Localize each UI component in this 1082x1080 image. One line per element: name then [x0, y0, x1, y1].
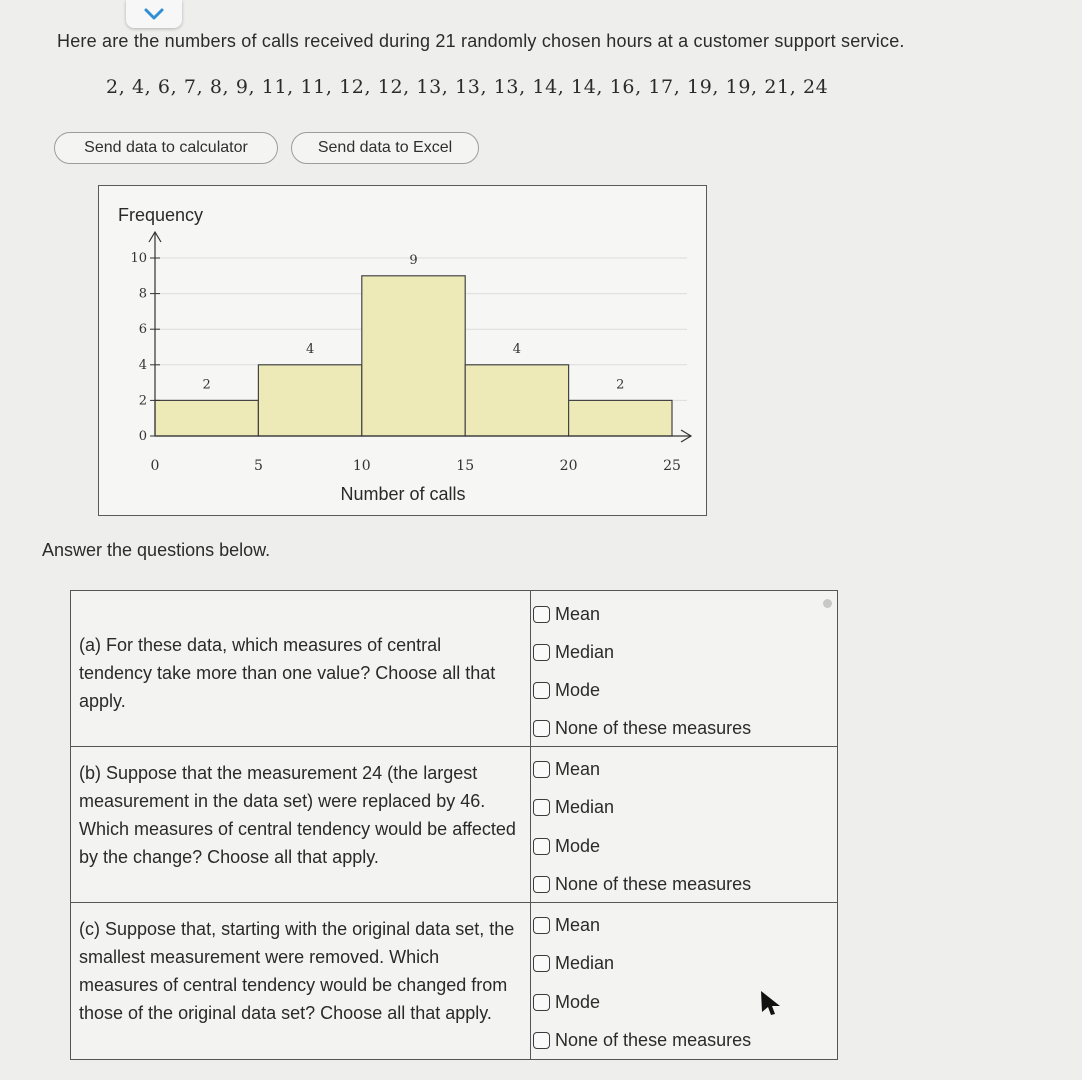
question-row-c	[71, 903, 837, 1059]
x-tick-label: 10	[352, 458, 371, 474]
question-b-options	[530, 747, 838, 902]
option-label: None of these measures	[555, 1029, 752, 1050]
bar-value-label: 4	[512, 341, 522, 357]
checkbox[interactable]	[533, 799, 550, 816]
checkbox[interactable]	[533, 838, 550, 855]
y-tick-label: 8	[138, 286, 147, 302]
x-tick-label: 15	[456, 458, 475, 474]
x-tick-label: 5	[253, 458, 263, 474]
option-a-none[interactable]	[531, 716, 751, 740]
instructions-text: Answer the questions below.	[42, 540, 271, 560]
checkbox[interactable]	[533, 644, 550, 661]
histogram-bar	[465, 365, 568, 436]
option-b-mode[interactable]	[531, 834, 600, 858]
y-tick-label: 10	[130, 251, 147, 266]
question-c-text: (c) Suppose that, starting with the original data set, the smallest measurement were removed. Which measures of central tendency would be changed from those of the original data set? Choose all that apply.	[79, 919, 515, 1023]
option-label: Mode	[555, 679, 601, 700]
option-label: Median	[555, 952, 615, 973]
option-c-mode[interactable]	[531, 990, 600, 1014]
question-row-a	[71, 591, 837, 747]
checkbox[interactable]	[533, 761, 550, 778]
checkbox[interactable]	[533, 994, 550, 1011]
mouse-cursor-icon	[760, 990, 786, 1016]
option-a-median[interactable]	[531, 640, 614, 664]
option-label: Mean	[555, 914, 601, 935]
chevron-down-icon	[143, 7, 165, 21]
histogram-bar	[362, 276, 465, 436]
x-tick-label: 25	[663, 458, 681, 474]
bar-value-label: 4	[305, 341, 315, 357]
histogram-bar	[569, 400, 672, 436]
option-label: Median	[555, 641, 615, 662]
x-tick-label: 20	[559, 458, 578, 474]
checkbox[interactable]	[533, 955, 550, 972]
histogram-bar	[258, 365, 361, 436]
option-b-none[interactable]	[531, 872, 751, 896]
collapse-toggle[interactable]	[126, 0, 182, 28]
question-b-text: (b) Suppose that the measurement 24 (the largest measurement in the data set) were replaced by 46. Which measures of central tendency would be affected by the change? Choose all that apply.	[79, 763, 516, 867]
option-c-none[interactable]	[531, 1028, 751, 1052]
option-label: Mode	[555, 835, 601, 856]
option-a-mean[interactable]	[531, 602, 600, 626]
send-to-excel-button[interactable]: Send data to Excel	[291, 132, 479, 164]
histogram-svg	[99, 186, 706, 515]
y-tick-label: 0	[138, 429, 147, 444]
checkbox[interactable]	[533, 876, 550, 893]
y-tick-label: 2	[138, 393, 147, 409]
question-intro: Here are the numbers of calls received during 21 randomly chosen hours at a customer support service.	[57, 31, 905, 51]
option-c-median[interactable]	[531, 951, 614, 975]
question-a-options	[530, 591, 838, 746]
x-axis-label: Number of calls	[340, 484, 466, 504]
option-b-median[interactable]	[531, 795, 614, 819]
checkbox[interactable]	[533, 1032, 550, 1049]
y-tick-label: 6	[138, 322, 147, 338]
question-table	[70, 590, 838, 1060]
x-tick-label: 0	[150, 458, 160, 474]
option-b-mean[interactable]	[531, 757, 600, 781]
checkbox[interactable]	[533, 720, 550, 737]
option-label: Mean	[555, 758, 601, 779]
bar-value-label: 2	[202, 377, 211, 393]
option-c-mean[interactable]	[531, 913, 600, 937]
histogram-bar	[155, 400, 258, 436]
scroll-indicator	[823, 599, 832, 608]
checkbox[interactable]	[533, 917, 550, 934]
question-a-text: (a) For these data, which measures of central tendency take more than one value? Choose all that apply.	[79, 635, 496, 711]
bar-value-label: 9	[409, 252, 418, 268]
question-row-b	[71, 747, 837, 903]
option-label: Mode	[555, 991, 601, 1012]
histogram-chart	[98, 185, 707, 516]
y-axis-label: Frequency	[118, 205, 204, 225]
option-label: None of these measures	[555, 873, 752, 894]
checkbox[interactable]	[533, 682, 550, 699]
option-label: Mean	[555, 603, 601, 624]
send-to-calculator-button[interactable]: Send data to calculator	[54, 132, 278, 164]
checkbox[interactable]	[533, 606, 550, 623]
data-set: 2, 4, 6, 7, 8, 9, 11, 11, 12, 12, 13, 13, 13, 14, 14, 16, 17, 19, 19, 21, 24	[106, 76, 829, 98]
option-label: Median	[555, 796, 615, 817]
bar-value-label: 2	[616, 377, 625, 393]
option-a-mode[interactable]	[531, 678, 600, 702]
option-label: None of these measures	[555, 717, 752, 738]
y-tick-label: 4	[138, 357, 147, 373]
question-c-options	[530, 903, 838, 1059]
